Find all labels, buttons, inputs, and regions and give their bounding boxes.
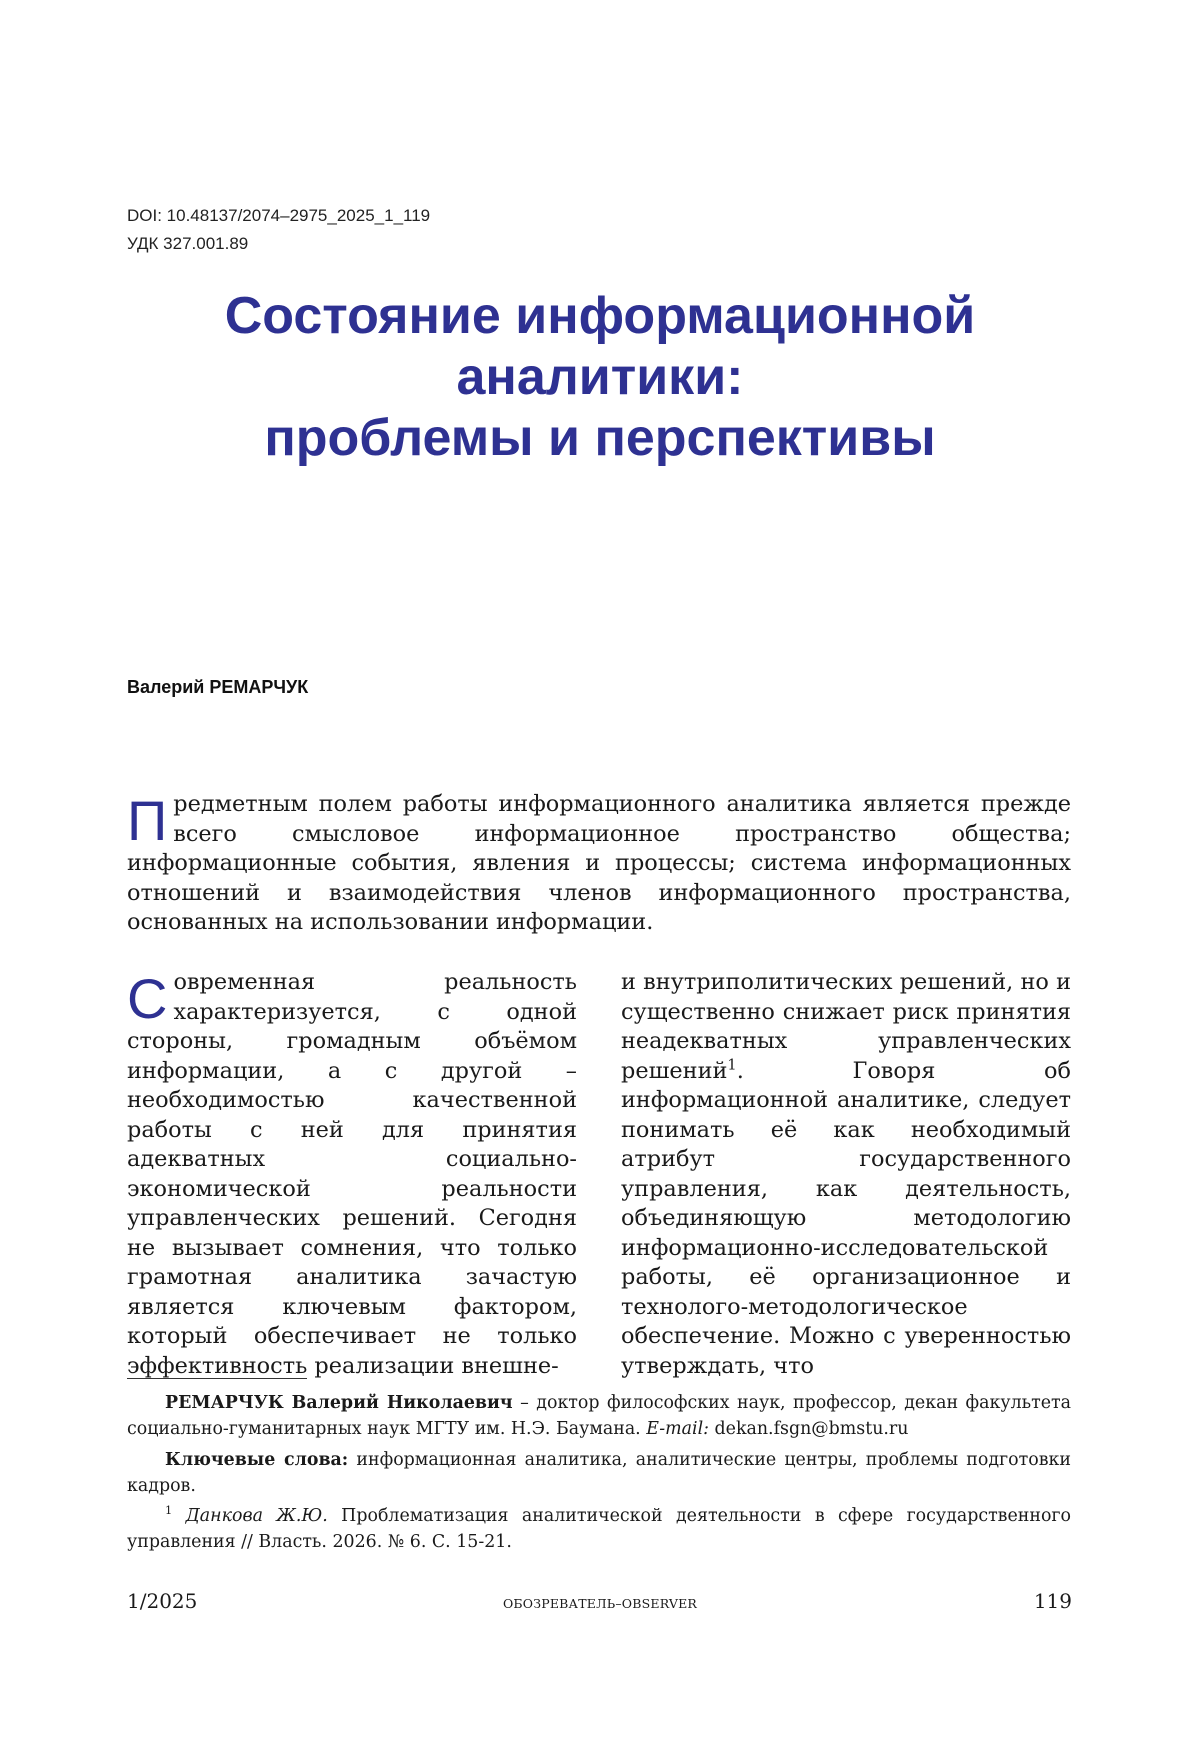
abstract-paragraph — [127, 790, 1071, 938]
reference-author: Данкова Ж.Ю. — [172, 1506, 328, 1526]
body-drop-cap: С — [127, 972, 167, 1024]
title-line-2: аналитики: — [457, 348, 744, 406]
footer-page-number: 119 — [1034, 1589, 1072, 1613]
article-title — [0, 286, 1200, 469]
title-line-3: проблемы и перспективы — [264, 409, 935, 467]
reference-text: Проблематизация аналитической деятельности в сфере государственного управления // Власть. 2026. № 6. С. 15-21. — [127, 1506, 1071, 1552]
footnote-divider — [127, 1378, 307, 1379]
email-label: E-mail: — [646, 1419, 709, 1439]
body-right-text-b: . Говоря об информационной аналитике, следует понимать её как необходимый атрибут государственного управления, как деятельность, объединяющую методологию информационно-исследовательской работы, её организационное и технолого-методологическое обеспечение. Можно с уверенностью утверждать, что — [621, 1058, 1071, 1379]
body-column-right — [621, 968, 1071, 1381]
reference-number: 1 — [165, 1504, 172, 1517]
footer-issue: 1/2025 — [127, 1589, 197, 1613]
footnote-keywords — [127, 1447, 1071, 1499]
author-name: Валерий РЕМАРЧУК — [127, 677, 308, 698]
footnote-marker[interactable]: 1 — [727, 1056, 736, 1073]
abstract-drop-cap: П — [127, 794, 167, 846]
abstract-text: редметным полем работы информационного аналитика является прежде всего смысловое информационное пространство общества; информационные события, явления и процессы; система информационных отношений и взаимодействия членов информационного пространства, основанных на использовании информации. — [127, 791, 1071, 935]
footnote-reference — [127, 1503, 1071, 1555]
footnote-author-desc: – доктор философских наук, профессор, декан факультета социально-гуманитарных наук МГТУ им. Н.Э. Баумана. — [127, 1393, 1071, 1439]
doi-label: DOI: 10.48137/2074–2975_2025_1_119 — [127, 206, 430, 226]
body-column-left — [127, 968, 577, 1381]
title-line-1: Состояние информационной — [225, 287, 975, 345]
footnote-author-info — [127, 1390, 1071, 1442]
email-link[interactable]: dekan.fsgn@bmstu.ru — [709, 1419, 908, 1439]
footnote-author-name: РЕМАРЧУК Валерий Николаевич — [165, 1393, 513, 1413]
udk-label: УДК 327.001.89 — [127, 234, 248, 254]
body-left-text: овременная реальность характеризуется, с одной стороны, громадным объёмом информации, а с другой – необходимостью качественной работы с ней для принятия адекватных социально-экономической реальности управленческих решений. Сегодня не вызывает сомнения, что только грамотная аналитика зачастую является ключевым фактором, который обеспечивает не только эффективность реализации внешне- — [127, 969, 577, 1379]
body-right-text-a: и внутриполитических решений, но и существенно снижает риск принятия неадекватных управленческих решений — [621, 969, 1071, 1084]
footer-journal-name: ОБОЗРЕВАТЕЛЬ–OBSERVER — [0, 1596, 1200, 1611]
keywords-text: информационная аналитика, аналитические центры, проблемы подготовки кадров. — [127, 1450, 1071, 1496]
keywords-label: Ключевые слова: — [165, 1450, 348, 1470]
